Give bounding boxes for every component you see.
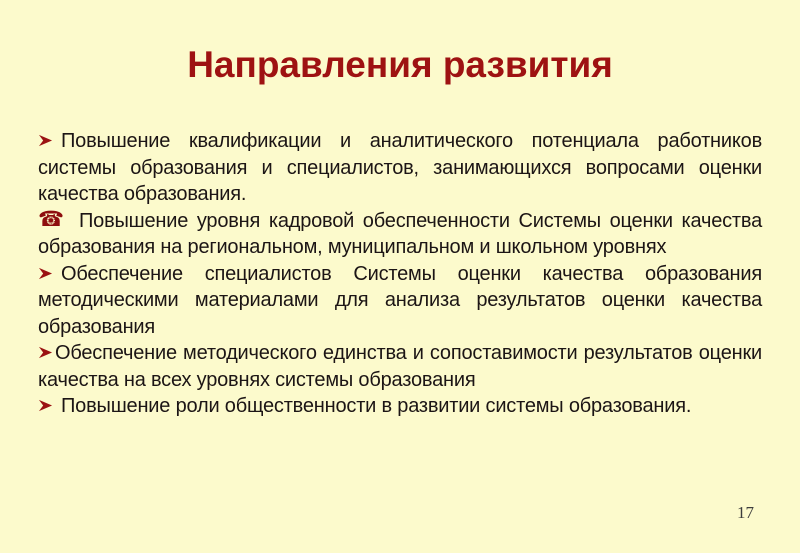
bullet-item bbox=[38, 393, 762, 420]
bullet-item bbox=[38, 340, 762, 393]
bullet-item bbox=[38, 261, 762, 341]
page-number: 17 bbox=[737, 503, 754, 522]
arrow-bullet-icon bbox=[38, 128, 53, 155]
bullet-text: Повышение уровня кадровой обеспеченности Системы оценки качества образования на региональном, муниципальном и школьном уровнях bbox=[38, 209, 762, 258]
arrow-bullet-icon bbox=[38, 393, 53, 420]
bullet-item bbox=[38, 128, 762, 208]
bullet-text: Повышение роли общественности в развитии системы образования. bbox=[61, 395, 692, 417]
bullet-list bbox=[38, 128, 762, 420]
arrow-bullet-icon bbox=[38, 261, 53, 288]
telephone-bullet-icon: ☎ bbox=[38, 206, 64, 231]
bullet-text: Повышение квалификации и аналитического потенциала работников системы образования и специалистов, занимающихся вопросами оценки качества образования. bbox=[38, 130, 762, 205]
bullet-item bbox=[38, 208, 762, 261]
arrow-bullet-icon bbox=[38, 340, 53, 367]
bullet-text: Обеспечение методического единства и сопоставимости результатов оценки качества на всех уровнях системы образования bbox=[38, 342, 762, 391]
slide-title: Направления развития bbox=[187, 44, 613, 85]
bullet-text: Обеспечение специалистов Системы оценки качества образования методическими материалами для анализа результатов оценки качества образования bbox=[38, 262, 762, 338]
